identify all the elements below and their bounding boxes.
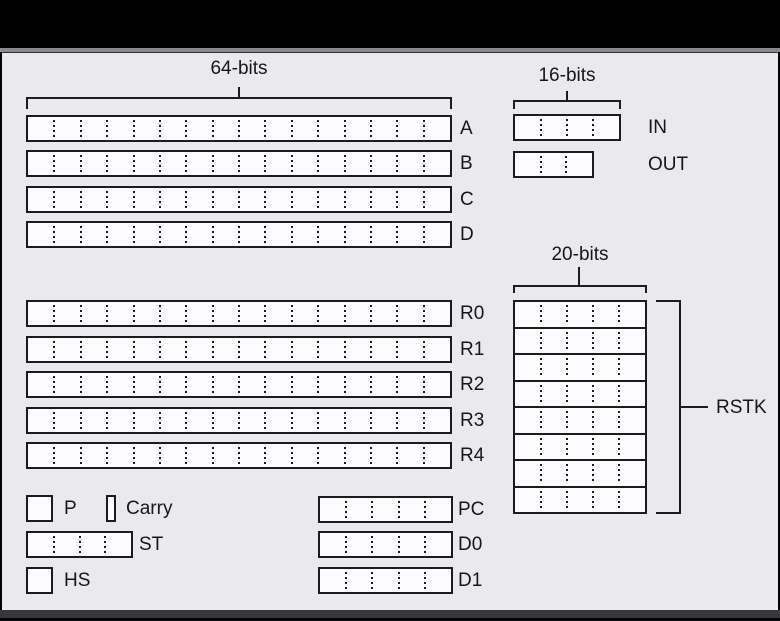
nibble-cell [371, 338, 397, 361]
nibble-cell [318, 152, 344, 175]
nibble-cell [619, 461, 645, 486]
nibble-cell [371, 444, 397, 467]
register-st-label: ST [139, 534, 164, 555]
nibble-cell [397, 409, 423, 432]
nibble-cell [292, 444, 318, 467]
register-p-box [26, 495, 53, 522]
nibble-cell [186, 223, 212, 246]
nibble-cell [134, 152, 160, 175]
nibble-cell [318, 444, 344, 467]
nibble-cell [371, 373, 397, 396]
nibble-cell [54, 152, 80, 175]
register-d0-label: D0 [458, 534, 483, 555]
return-stack-box [513, 300, 647, 514]
register-hs-box [26, 567, 53, 594]
nibble-cell [28, 223, 54, 246]
register-d-box [26, 221, 452, 248]
bits16-brace-tick [566, 91, 568, 100]
nibble-cell [541, 461, 567, 486]
nibble-cell [593, 461, 619, 486]
nibble-cell [541, 408, 567, 433]
nibble-cell [425, 533, 451, 556]
nibble-cell [160, 117, 186, 140]
nibble-cell [424, 373, 450, 396]
nibble-cell [372, 569, 398, 592]
nibble-cell [619, 488, 645, 513]
nibble-cell [292, 373, 318, 396]
nibble-cell [186, 152, 212, 175]
nibble-cell [318, 338, 344, 361]
bottom-separator-strip [0, 610, 780, 618]
nibble-cell [54, 302, 80, 325]
nibble-cell [567, 435, 593, 460]
rstk-bracket-tick [681, 406, 708, 408]
register-d1-label: D1 [458, 570, 483, 591]
nibble-cell [619, 408, 645, 433]
nibble-cell [160, 223, 186, 246]
nibble-cell [515, 382, 541, 407]
nibble-cell [371, 302, 397, 325]
nibble-cell [399, 569, 425, 592]
nibble-cell [107, 338, 133, 361]
nibble-cell [239, 117, 265, 140]
nibble-cell [541, 382, 567, 407]
nibble-cell [424, 409, 450, 432]
nibble-cell [318, 409, 344, 432]
nibble-cell [160, 152, 186, 175]
nibble-cell [186, 373, 212, 396]
bits64-brace [26, 97, 452, 109]
nibble-cell [213, 373, 239, 396]
register-b-box [26, 150, 452, 177]
nibble-cell [567, 408, 593, 433]
stack-level [515, 459, 645, 486]
nibble-cell [265, 152, 291, 175]
register-out-label: OUT [648, 154, 689, 175]
nibble-cell [371, 188, 397, 211]
nibble-cell [160, 373, 186, 396]
stack-level [515, 327, 645, 354]
nibble-cell [213, 409, 239, 432]
nibble-cell [213, 444, 239, 467]
nibble-cell [28, 302, 54, 325]
bits64-brace-tick [238, 87, 240, 97]
nibble-cell [28, 533, 54, 556]
nibble-cell [81, 117, 107, 140]
nibble-cell [320, 533, 346, 556]
nibble-cell [345, 373, 371, 396]
nibble-cell [320, 498, 346, 521]
nibble-cell [81, 223, 107, 246]
nibble-cell [265, 117, 291, 140]
nibble-cell [541, 435, 567, 460]
nibble-cell [371, 152, 397, 175]
nibble-cell [213, 223, 239, 246]
nibble-cell [346, 498, 372, 521]
nibble-cell [318, 302, 344, 325]
nibble-cell [54, 409, 80, 432]
nibble-cell [213, 152, 239, 175]
nibble-cell [81, 302, 107, 325]
nibble-cell [372, 533, 398, 556]
nibble-cell [541, 153, 567, 176]
nibble-cell [292, 117, 318, 140]
nibble-cell [239, 152, 265, 175]
nibble-cell [593, 435, 619, 460]
bits20-brace [513, 285, 647, 293]
nibble-cell [619, 382, 645, 407]
register-c-label: C [460, 189, 474, 210]
nibble-cell [186, 302, 212, 325]
nibble-cell [567, 116, 593, 139]
nibble-cell [515, 408, 541, 433]
nibble-cell [160, 302, 186, 325]
nibble-cell [28, 117, 54, 140]
register-b-label: B [460, 153, 473, 174]
nibble-cell [593, 329, 619, 354]
stack-level [515, 380, 645, 407]
nibble-cell [107, 302, 133, 325]
nibble-cell [81, 188, 107, 211]
nibble-cell [345, 409, 371, 432]
nibble-cell [134, 373, 160, 396]
nibble-cell [515, 461, 541, 486]
register-r3-label: R3 [460, 410, 485, 431]
nibble-cell [265, 373, 291, 396]
nibble-cell [397, 444, 423, 467]
register-d-label: D [460, 224, 474, 245]
rstk-bracket [656, 300, 681, 514]
nibble-cell [318, 223, 344, 246]
nibble-cell [292, 152, 318, 175]
register-r4-label: R4 [460, 445, 485, 466]
nibble-cell [213, 302, 239, 325]
nibble-cell [515, 435, 541, 460]
nibble-cell [265, 338, 291, 361]
nibble-cell [345, 223, 371, 246]
nibble-cell [619, 302, 645, 327]
nibble-cell [541, 355, 567, 380]
nibble-cell [593, 382, 619, 407]
stack-level [515, 406, 645, 433]
nibble-cell [515, 329, 541, 354]
nibble-cell [54, 373, 80, 396]
nibble-cell [107, 409, 133, 432]
nibble-cell [160, 444, 186, 467]
nibble-cell [54, 117, 80, 140]
nibble-cell [397, 373, 423, 396]
register-r1-box [26, 336, 452, 363]
nibble-cell [320, 569, 346, 592]
nibble-cell [186, 338, 212, 361]
nibble-cell [292, 188, 318, 211]
nibble-cell [345, 188, 371, 211]
nibble-cell [107, 152, 133, 175]
nibble-cell [515, 116, 541, 139]
nibble-cell [593, 302, 619, 327]
nibble-cell [397, 188, 423, 211]
nibble-cell [81, 373, 107, 396]
register-r3-box [26, 407, 452, 434]
nibble-cell [346, 569, 372, 592]
nibble-cell [541, 488, 567, 513]
nibble-cell [593, 355, 619, 380]
nibble-cell [265, 409, 291, 432]
nibble-cell [567, 355, 593, 380]
register-r0-box [26, 300, 452, 327]
nibble-cell [345, 444, 371, 467]
bits64-label: 64-bits [210, 58, 268, 79]
nibble-cell [397, 152, 423, 175]
nibble-cell [134, 338, 160, 361]
nibble-cell [213, 338, 239, 361]
register-pc-label: PC [458, 499, 485, 520]
nibble-cell [372, 498, 398, 521]
nibble-cell [213, 188, 239, 211]
nibble-cell [186, 444, 212, 467]
nibble-cell [186, 409, 212, 432]
nibble-cell [81, 338, 107, 361]
nibble-cell [566, 153, 592, 176]
nibble-cell [105, 533, 131, 556]
nibble-cell [134, 444, 160, 467]
nibble-cell [160, 188, 186, 211]
nibble-cell [81, 444, 107, 467]
nibble-cell [134, 302, 160, 325]
nibble-cell [424, 338, 450, 361]
bits16-brace [513, 100, 621, 109]
register-d1-box [318, 567, 453, 594]
nibble-cell [54, 188, 80, 211]
nibble-cell [424, 188, 450, 211]
bits16-label: 16-bits [538, 65, 596, 86]
nibble-cell [54, 444, 80, 467]
nibble-cell [541, 329, 567, 354]
nibble-cell [318, 373, 344, 396]
nibble-cell [213, 117, 239, 140]
stack-level [515, 302, 645, 327]
nibble-cell [424, 444, 450, 467]
bits20-label: 20-bits [551, 244, 609, 265]
nibble-cell [593, 408, 619, 433]
nibble-cell [186, 188, 212, 211]
nibble-cell [265, 188, 291, 211]
stack-level [515, 486, 645, 513]
nibble-cell [107, 373, 133, 396]
register-r2-box [26, 371, 452, 398]
register-st-box [26, 531, 133, 558]
nibble-cell [399, 498, 425, 521]
rstk-label: RSTK [716, 397, 767, 418]
register-c-box [26, 186, 452, 213]
nibble-cell [239, 223, 265, 246]
nibble-cell [567, 461, 593, 486]
nibble-cell [619, 355, 645, 380]
nibble-cell [134, 188, 160, 211]
register-in-label: IN [648, 117, 667, 138]
nibble-cell [345, 152, 371, 175]
nibble-cell [397, 338, 423, 361]
nibble-cell [28, 569, 51, 592]
nibble-cell [515, 488, 541, 513]
register-r2-label: R2 [460, 374, 485, 395]
nibble-cell [593, 488, 619, 513]
nibble-cell [567, 382, 593, 407]
register-out-box [513, 151, 594, 178]
nibble-cell [567, 329, 593, 354]
nibble-cell [425, 569, 451, 592]
stack-level [515, 433, 645, 460]
stack-level [515, 353, 645, 380]
nibble-cell [619, 435, 645, 460]
nibble-cell [28, 152, 54, 175]
nibble-cell [134, 409, 160, 432]
nibble-cell [28, 497, 51, 520]
nibble-cell [425, 498, 451, 521]
register-p-label: P [64, 498, 77, 519]
nibble-cell [619, 329, 645, 354]
nibble-cell [345, 117, 371, 140]
nibble-cell [28, 444, 54, 467]
nibble-cell [593, 116, 619, 139]
nibble-cell [107, 117, 133, 140]
nibble-cell [134, 117, 160, 140]
nibble-cell [239, 409, 265, 432]
nibble-cell [515, 302, 541, 327]
nibble-cell [239, 302, 265, 325]
nibble-cell [54, 338, 80, 361]
nibble-cell [28, 409, 54, 432]
nibble-cell [541, 116, 567, 139]
nibble-cell [107, 188, 133, 211]
nibble-cell [371, 409, 397, 432]
nibble-cell [424, 302, 450, 325]
nibble-cell [567, 488, 593, 513]
nibble-cell [371, 223, 397, 246]
nibble-cell [318, 188, 344, 211]
nibble-cell [292, 223, 318, 246]
nibble-cell [108, 497, 114, 520]
nibble-cell [186, 117, 212, 140]
nibble-cell [28, 188, 54, 211]
nibble-cell [81, 409, 107, 432]
nibble-cell [345, 302, 371, 325]
nibble-cell [292, 409, 318, 432]
nibble-cell [54, 533, 80, 556]
nibble-cell [81, 152, 107, 175]
nibble-cell [318, 117, 344, 140]
nibble-cell [515, 355, 541, 380]
nibble-cell [28, 373, 54, 396]
register-d0-box [318, 531, 453, 558]
register-carry-label: Carry [126, 498, 173, 519]
register-hs-label: HS [64, 570, 91, 591]
nibble-cell [265, 223, 291, 246]
register-a-box [26, 115, 452, 142]
bits20-brace-tick [578, 267, 580, 285]
nibble-cell [160, 409, 186, 432]
nibble-cell [80, 533, 106, 556]
nibble-cell [424, 223, 450, 246]
register-in-box [513, 114, 621, 141]
nibble-cell [371, 117, 397, 140]
nibble-cell [346, 533, 372, 556]
nibble-cell [239, 188, 265, 211]
nibble-cell [292, 338, 318, 361]
register-r1-label: R1 [460, 339, 485, 360]
nibble-cell [424, 152, 450, 175]
nibble-cell [397, 302, 423, 325]
nibble-cell [397, 223, 423, 246]
register-r0-label: R0 [460, 303, 485, 324]
nibble-cell [515, 153, 541, 176]
register-pc-box [318, 496, 453, 523]
nibble-cell [541, 302, 567, 327]
nibble-cell [397, 117, 423, 140]
nibble-cell [160, 338, 186, 361]
nibble-cell [239, 338, 265, 361]
nibble-cell [292, 302, 318, 325]
nibble-cell [567, 302, 593, 327]
nibble-cell [134, 223, 160, 246]
nibble-cell [28, 338, 54, 361]
nibble-cell [265, 302, 291, 325]
register-carry-box [106, 495, 116, 522]
nibble-cell [345, 338, 371, 361]
nibble-cell [239, 373, 265, 396]
nibble-cell [399, 533, 425, 556]
nibble-cell [107, 444, 133, 467]
register-a-label: A [460, 118, 473, 139]
nibble-cell [54, 223, 80, 246]
register-r4-box [26, 442, 452, 469]
nibble-cell [239, 444, 265, 467]
nibble-cell [265, 444, 291, 467]
nibble-cell [424, 117, 450, 140]
nibble-cell [107, 223, 133, 246]
